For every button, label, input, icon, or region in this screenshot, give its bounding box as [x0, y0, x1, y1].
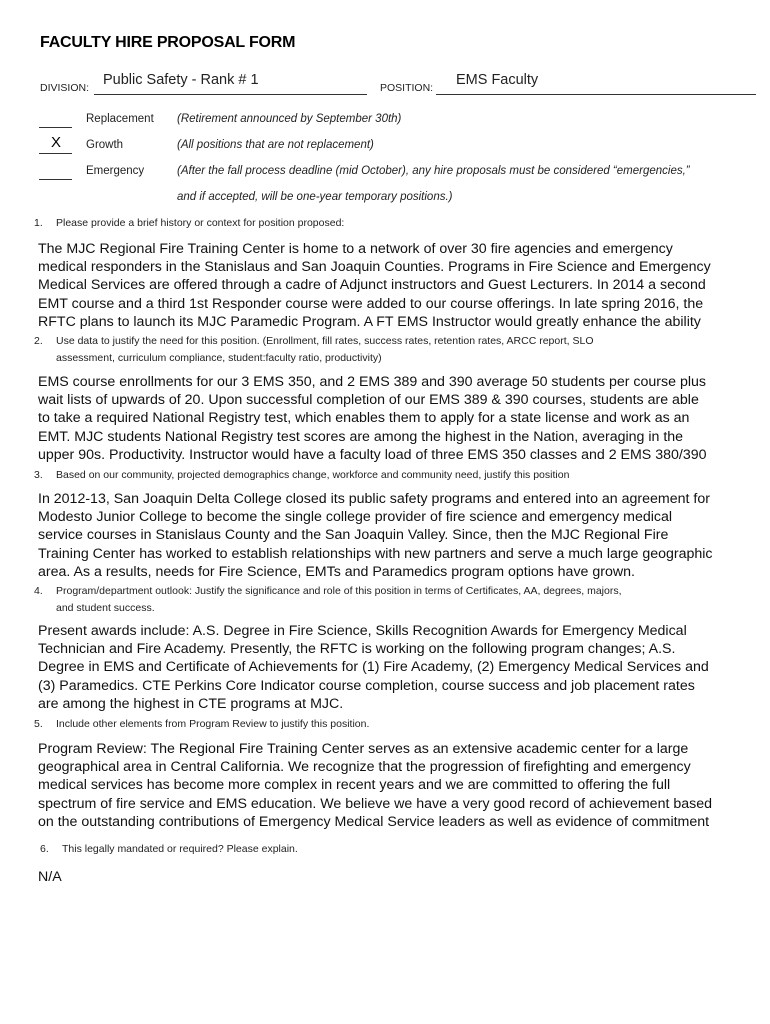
question-1 — [34, 215, 754, 232]
question-number: 1. — [34, 217, 43, 229]
replacement-note: (Retirement announced by September 30th) — [177, 113, 402, 125]
emergency-checkbox[interactable] — [39, 179, 72, 180]
answer-line: (3) Paramedics. CTE Perkins Core Indicator course completion, course success and job placement rates — [38, 677, 695, 694]
answer-line: Modesto Junior College to become the single college provider of fire science and emergency medical — [38, 509, 673, 526]
replacement-checkbox[interactable] — [39, 127, 72, 128]
question-number: 5. — [34, 718, 43, 730]
answer-line: Present awards include: A.S. Degree in Fire Science, Skills Recognition Awards for Emergency Medical — [38, 623, 687, 639]
question-4 — [34, 583, 754, 617]
question-text: Use data to justify the need for this position. (Enrollment, fill rates, success rates, retention rates, ARCC report, SLO — [56, 335, 594, 347]
answer-line: to take a required National Registry test, which enables them to apply for a state license and work as an — [38, 410, 690, 427]
position-underline — [436, 94, 756, 95]
question-3 — [34, 467, 754, 484]
form-title: FACULTY HIRE PROPOSAL FORM — [40, 34, 296, 51]
growth-checkbox[interactable] — [39, 153, 72, 154]
answer-line: In 2012-13, San Joaquin Delta College closed its public safety programs and entered into an agreement for — [38, 491, 710, 507]
question-6 — [40, 841, 760, 858]
answer-line: service courses in Stanislaus County and the San Joaquin Valley. Since, then the MJC Regional Fire — [38, 527, 669, 544]
answer-line: geographical area in Central California. We recognize that the progression of firefighting and emergency — [38, 759, 691, 776]
answer-line: EMS course enrollments for our 3 EMS 350, and 2 EMS 389 and 390 average 50 students per course plus — [38, 374, 706, 390]
answer-1-field[interactable] — [38, 240, 760, 332]
division-field[interactable]: Public Safety - Rank # 1 — [103, 72, 259, 88]
answer-line: The MJC Regional Fire Training Center is home to a network of over 30 fire agencies and emergency — [38, 241, 673, 257]
question-text: Program/department outlook: Justify the significance and role of this position in terms of Certificates, AA, degrees, majors, — [56, 585, 622, 597]
answer-4-field[interactable] — [38, 622, 760, 714]
answer-line: spectrum of fire service and EMS education. We believe we have a very good record of achievement based — [38, 795, 713, 812]
answer-line: Technician and Fire Academy. Presently, the RFTC is working on the following program changes; A.S. — [38, 641, 676, 658]
answer-line: medical responders in the Stanislaus and San Joaquin Counties. Programs in Fire Science and Emergency — [38, 259, 711, 276]
replacement-label: Replacement — [86, 113, 154, 125]
answer-line: Degree in EMS and Certificate of Achievements for (1) Fire Academy, (2) Emergency Medical Services and — [38, 659, 709, 676]
question-text-continued: and student success. — [56, 602, 155, 614]
answer-2-field[interactable] — [38, 373, 760, 465]
answer-line: N/A — [38, 869, 62, 885]
answer-line: on the outstanding contributions of Emergency Medical Service leaders as well as evidence of commitment — [38, 813, 710, 830]
question-number: 2. — [34, 335, 43, 347]
answer-line: area. As a results, needs for Fire Science, EMTs and Paramedics program options have grown. — [38, 563, 635, 580]
growth-label: Growth — [86, 139, 124, 151]
growth-mark: X — [51, 134, 62, 151]
question-text: Please provide a brief history or context for position proposed: — [56, 217, 345, 229]
answer-line: are among the highest in CTE programs at MJC. — [38, 695, 344, 712]
answer-6-field[interactable] — [38, 868, 760, 892]
question-5 — [34, 716, 754, 733]
question-number: 6. — [40, 843, 49, 855]
answer-line: Medical Services are offered through a cadre of Adjunct instructors and Guest Lecturers. In 2014 a second — [38, 277, 706, 294]
question-number: 3. — [34, 469, 43, 481]
answer-3-field[interactable] — [38, 490, 760, 582]
answer-line: wait lists of upwards of 20. Upon successful completion of our EMS 389 & 390 courses, students are able — [38, 392, 699, 409]
answer-line: upper 90s. Productivity. Instructor would have a faculty load of three EMS 350 classes and 2 EMS 380/390 — [38, 446, 707, 463]
answer-line: RFTC plans to launch its MJC Paramedic Program. A FT EMS Instructor would greatly enhance the ability — [38, 313, 701, 330]
answer-line: EMT. MJC students National Registry test scores are among the highest in the Nation, averaging in the — [38, 428, 684, 445]
division-label: DIVISION: — [40, 82, 90, 94]
emergency-note-continued: and if accepted, will be one-year temporary positions.) — [177, 191, 453, 203]
question-2 — [34, 333, 754, 367]
question-text: This legally mandated or required? Please explain. — [62, 843, 298, 855]
answer-line: EMT course and a third 1st Responder course were added to our course offerings. In late spring 2016, the — [38, 295, 704, 312]
growth-note: (All positions that are not replacement) — [177, 139, 374, 151]
position-field[interactable]: EMS Faculty — [456, 72, 539, 88]
emergency-label: Emergency — [86, 165, 145, 177]
question-text: Include other elements from Program Review to justify this position. — [56, 718, 370, 730]
question-number: 4. — [34, 585, 43, 597]
answer-line: Program Review: The Regional Fire Training Center serves as an extensive academic center for a large — [38, 741, 689, 757]
division-underline — [94, 94, 367, 95]
emergency-note: (After the fall process deadline (mid October), any hire proposals must be considered “emergencies,” — [177, 165, 690, 177]
answer-line: Training Center has worked to establish relationships with new partners and serve a much large geographic — [38, 545, 713, 562]
position-label: POSITION: — [380, 82, 434, 94]
question-text: Based on our community, projected demographics change, workforce and community need, justify this position — [56, 469, 570, 481]
answer-line: medical services has become more complex in recent years and we are committed to offering the full — [38, 777, 671, 794]
answer-5-field[interactable] — [38, 740, 760, 832]
question-text-continued: assessment, curriculum compliance, student:faculty ratio, productivity) — [56, 352, 382, 364]
